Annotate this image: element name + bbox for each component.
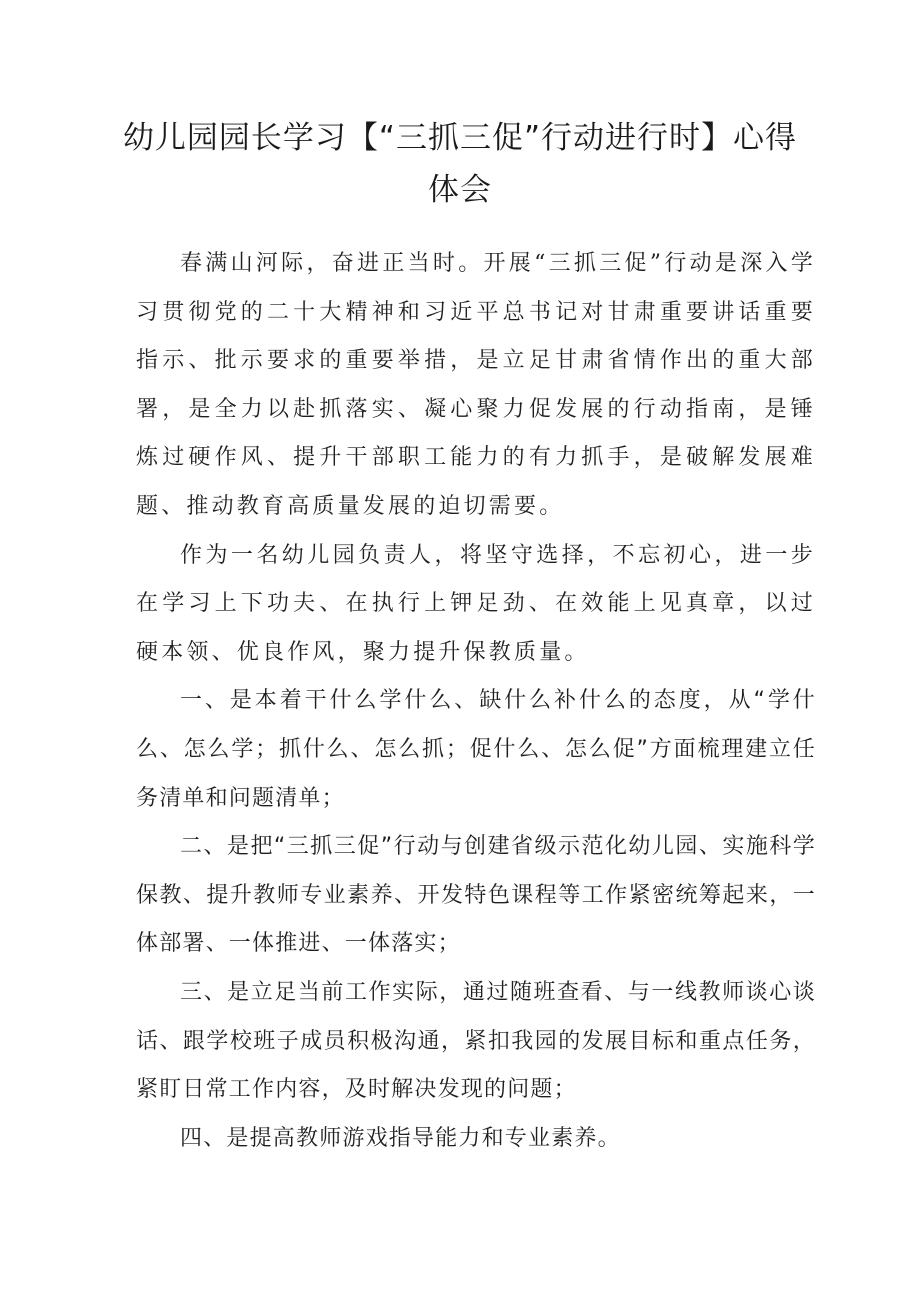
paragraph-point-one: 一、是本着干什么学什么、缺什么补什么的态度，从“学什么、怎么学；抓什么、怎么抓；促什么、怎么促”方面梳理建立任务清单和问题清单； <box>136 688 816 811</box>
paragraph-point-four: 四、是提高教师游戏指导能力和专业素养。 <box>180 1125 621 1151</box>
document-title: 幼儿园园长学习【“三抓三促”行动进行时】心得体会 <box>122 120 798 208</box>
paragraph-intro: 春满山河际，奋进正当时。开展“三抓三促”行动是深入学习贯彻党的二十大精神和习近平总书记对甘肃重要讲话重要指示、批示要求的重要举措，是立足甘肃省情作出的重大部署，是全力以赴抓落实、凝心聚力促发展的行动指南，是锤炼过硬作风、提升干部职工能力的有力抓手，是破解发展难题、推动教育高质量发展的迫切需要。 <box>136 251 816 519</box>
document-body <box>136 240 816 1163</box>
paragraph-point-two: 二、是把“三抓三促”行动与创建省级示范化幼儿园、实施科学保教、提升教师专业素养、开发特色课程等工作紧密统筹起来，一体部署、一体推进、一体落实； <box>136 834 816 957</box>
paragraph-commitment: 作为一名幼儿园负责人，将坚守选择，不忘初心，进一步在学习上下功夫、在执行上钾足劲、在效能上见真章，以过硬本领、优良作风，聚力提升保教质量。 <box>136 542 816 665</box>
paragraph-point-three: 三、是立足当前工作实际，通过随班查看、与一线教师谈心谈话、跟学校班子成员积极沟通，紧扣我园的发展目标和重点任务，紧盯日常工作内容，及时解决发现的问题； <box>136 979 816 1103</box>
